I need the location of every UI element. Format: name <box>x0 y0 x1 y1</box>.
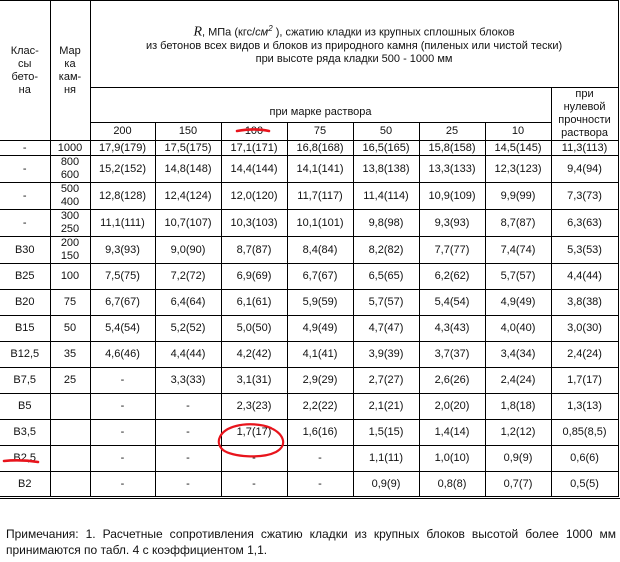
resistance-value-cell: - <box>287 472 353 497</box>
resistance-value-cell: 16,8(168) <box>287 141 353 156</box>
table-notes: Примечания: 1. Расчетные сопротивления сжатию кладки из крупных блоков высотой более 1000 мм принимаются по табл. 4 с коэффициентом 1,1. <box>0 498 620 562</box>
concrete-class-cell: B20 <box>0 290 50 316</box>
resistance-value-cell: - <box>155 472 221 497</box>
table-row <box>0 394 618 420</box>
resistance-value-cell: 8,2(82) <box>353 237 419 264</box>
resistance-value-cell: - <box>155 446 221 472</box>
zero-strength-value-cell: 2,4(24) <box>551 342 618 368</box>
header-line-1 <box>91 22 618 40</box>
resistance-value-cell: 7,4(74) <box>485 237 551 264</box>
mortar-grade-0: 200 <box>90 122 155 141</box>
resistance-value-cell: 9,3(93) <box>90 237 155 264</box>
resistance-value-cell: 1,1(11) <box>353 446 419 472</box>
resistance-value-cell: 9,0(90) <box>155 237 221 264</box>
table-row <box>0 342 618 368</box>
stone-grade-cell <box>50 183 90 210</box>
resistance-value-cell: 14,4(144) <box>221 156 287 183</box>
resistance-value-cell: 0,8(8) <box>419 472 485 497</box>
stone-grade-value: 200 <box>60 237 80 249</box>
resistance-symbol: R <box>193 24 202 40</box>
resistance-value-cell: 4,7(47) <box>353 316 419 342</box>
mortar-grade-3: 75 <box>287 122 353 141</box>
resistance-value-cell: 6,7(67) <box>90 290 155 316</box>
resistance-value-cell: 5,7(57) <box>485 264 551 290</box>
resistance-value-cell: 5,2(52) <box>155 316 221 342</box>
zero-strength-value-cell: 0,85(8,5) <box>551 420 618 446</box>
stone-grade-value: 150 <box>60 250 80 262</box>
table-row <box>0 446 618 472</box>
resistance-value-cell: 4,9(49) <box>287 316 353 342</box>
stone-grade-cell <box>50 342 90 368</box>
zero-strength-value-cell: 3,8(38) <box>551 290 618 316</box>
resistance-value-cell: 4,6(46) <box>90 342 155 368</box>
concrete-class-header-line: на <box>18 83 31 96</box>
resistance-value-cell: 11,7(117) <box>287 183 353 210</box>
table-main-header <box>90 1 618 88</box>
resistance-value-cell: 10,7(107) <box>155 210 221 237</box>
stone-grade-value: 1000 <box>57 141 83 154</box>
resistance-value-cell: 12,8(128) <box>90 183 155 210</box>
resistance-value-cell: 2,2(22) <box>287 394 353 420</box>
resistance-value-cell: 10,9(109) <box>419 183 485 210</box>
stone-grade-header <box>50 1 90 141</box>
stone-grade-value: 600 <box>60 169 80 181</box>
table-row <box>0 141 618 156</box>
stone-grade-cell <box>50 264 90 290</box>
resistance-value-cell: 6,7(67) <box>287 264 353 290</box>
resistance-value-cell: 1,2(12) <box>485 420 551 446</box>
resistance-value-cell: 0,9(9) <box>485 446 551 472</box>
resistance-value-cell: 12,0(120) <box>221 183 287 210</box>
resistance-value-cell: 9,8(98) <box>353 210 419 237</box>
resistance-value-cell: 17,9(179) <box>90 141 155 156</box>
concrete-class-header-line: сы <box>18 57 32 70</box>
resistance-value-cell: 11,1(111) <box>90 210 155 237</box>
resistance-value-cell: 11,4(114) <box>353 183 419 210</box>
zero-strength-value-cell: 1,3(13) <box>551 394 618 420</box>
resistance-value-cell: 6,9(69) <box>221 264 287 290</box>
resistance-value-cell: 4,1(41) <box>287 342 353 368</box>
stone-grade-cell <box>50 290 90 316</box>
mortar-grade-5: 25 <box>419 122 485 141</box>
concrete-class-cell: B2 <box>0 472 50 497</box>
resistance-value-cell: - <box>221 446 287 472</box>
resistance-value-cell: 1,0(10) <box>419 446 485 472</box>
concrete-class-cell: B5 <box>0 394 50 420</box>
resistance-value-cell: 10,3(103) <box>221 210 287 237</box>
resistance-value-cell: 15,2(152) <box>90 156 155 183</box>
concrete-class-cell: B3,5 <box>0 420 50 446</box>
zero-strength-value-cell: 1,7(17) <box>551 368 618 394</box>
stone-grade-value: 35 <box>63 348 77 360</box>
resistance-value-cell: 6,1(61) <box>221 290 287 316</box>
resistance-value-cell: 1,7(17) <box>221 420 287 446</box>
resistance-value-cell: - <box>287 446 353 472</box>
table-row <box>0 368 618 394</box>
resistance-value-cell: 2,1(21) <box>353 394 419 420</box>
table-row <box>0 420 618 446</box>
table-row <box>0 472 618 497</box>
resistance-value-cell: 9,9(99) <box>485 183 551 210</box>
resistance-value-cell: 5,9(59) <box>287 290 353 316</box>
resistance-value-cell: 2,6(26) <box>419 368 485 394</box>
stone-grade-value: 800 <box>60 156 80 168</box>
header-line-3: при высоте ряда кладки 500 - 1000 мм <box>255 52 453 65</box>
stone-grade-value: 250 <box>60 223 80 235</box>
stone-grade-cell <box>50 237 90 264</box>
resistance-value-cell: 17,5(175) <box>155 141 221 156</box>
concrete-class-cell: - <box>0 183 50 210</box>
concrete-class-cell: - <box>0 156 50 183</box>
resistance-value-cell: 4,0(40) <box>485 316 551 342</box>
resistance-value-cell: 8,7(87) <box>485 210 551 237</box>
mortar-grade-2: 100 <box>221 122 287 141</box>
concrete-class-cell: - <box>0 210 50 237</box>
resistance-value-cell: 3,1(31) <box>221 368 287 394</box>
stone-grade-cell <box>50 316 90 342</box>
resistance-value-cell: 14,8(148) <box>155 156 221 183</box>
resistance-value-cell: 1,5(15) <box>353 420 419 446</box>
resistance-value-cell: 9,3(93) <box>419 210 485 237</box>
resistance-value-cell: 17,1(171) <box>221 141 287 156</box>
resistance-value-cell: 2,0(20) <box>419 394 485 420</box>
mortar-grade-1: 150 <box>155 122 221 141</box>
resistance-value-cell: 3,7(37) <box>419 342 485 368</box>
zero-strength-header-line: нулевой <box>563 101 606 113</box>
resistance-value-cell: 5,7(57) <box>353 290 419 316</box>
header-line-1-text: , МПа (кгс/ <box>202 26 256 39</box>
stone-grade-cell <box>50 156 90 183</box>
zero-strength-value-cell: 4,4(44) <box>551 264 618 290</box>
stone-grade-value: 25 <box>63 374 77 386</box>
zero-strength-header-line: прочности <box>558 114 611 126</box>
stone-grade-value: 100 <box>60 270 80 282</box>
resistance-value-cell: - <box>155 420 221 446</box>
zero-strength-value-cell: 0,6(6) <box>551 446 618 472</box>
resistance-value-cell: 1,4(14) <box>419 420 485 446</box>
resistance-value-cell: 8,4(84) <box>287 237 353 264</box>
zero-strength-value-cell: 6,3(63) <box>551 210 618 237</box>
resistance-value-cell: 7,7(77) <box>419 237 485 264</box>
zero-strength-header <box>551 88 618 141</box>
resistance-value-cell: 4,2(42) <box>221 342 287 368</box>
stone-grade-header-line: Мар <box>59 44 81 57</box>
concrete-class-cell: - <box>0 141 50 156</box>
table-row <box>0 264 618 290</box>
concrete-class-cell: B30 <box>0 237 50 264</box>
resistance-value-cell: 3,9(39) <box>353 342 419 368</box>
stone-grade-header-line: ка <box>64 57 76 70</box>
stone-grade-header-line: ня <box>63 83 77 96</box>
resistance-value-cell: 6,2(62) <box>419 264 485 290</box>
resistance-value-cell: 6,4(64) <box>155 290 221 316</box>
resistance-value-cell: 0,9(9) <box>353 472 419 497</box>
resistance-value-cell: 13,3(133) <box>419 156 485 183</box>
resistance-value-cell: - <box>90 368 155 394</box>
stone-grade-value: 500 <box>60 183 80 195</box>
stone-grade-cell <box>50 420 90 446</box>
resistance-value-cell: - <box>90 446 155 472</box>
resistance-value-cell: 6,5(65) <box>353 264 419 290</box>
zero-strength-header-line: при <box>575 88 594 100</box>
resistance-value-cell: 4,4(44) <box>155 342 221 368</box>
stone-grade-value: 400 <box>60 196 80 208</box>
concrete-class-header-line: Клас- <box>10 44 39 57</box>
resistance-value-cell: 12,4(124) <box>155 183 221 210</box>
resistance-value-cell: - <box>155 394 221 420</box>
stone-grade-cell <box>50 368 90 394</box>
stone-grade-value: 75 <box>63 296 77 308</box>
resistance-value-cell: 8,7(87) <box>221 237 287 264</box>
stone-grade-cell <box>50 394 90 420</box>
resistance-value-cell: 3,3(33) <box>155 368 221 394</box>
stone-grade-cell <box>50 210 90 237</box>
resistance-value-cell: 5,4(54) <box>90 316 155 342</box>
concrete-class-cell: B2,5 <box>0 446 50 472</box>
table-row <box>0 290 618 316</box>
resistance-value-cell: - <box>221 472 287 497</box>
resistance-value-cell: 14,5(145) <box>485 141 551 156</box>
resistance-value-cell: - <box>90 472 155 497</box>
zero-strength-value-cell: 3,0(30) <box>551 316 618 342</box>
resistance-value-cell: 10,1(101) <box>287 210 353 237</box>
zero-strength-value-cell: 11,3(113) <box>551 141 618 156</box>
concrete-class-cell: B15 <box>0 316 50 342</box>
resistance-value-cell: 3,4(34) <box>485 342 551 368</box>
stone-grade-cell <box>50 141 90 156</box>
zero-strength-value-cell: 7,3(73) <box>551 183 618 210</box>
resistance-value-cell: 2,4(24) <box>485 368 551 394</box>
resistance-value-cell: 2,3(23) <box>221 394 287 420</box>
zero-strength-value-cell: 5,3(53) <box>551 237 618 264</box>
concrete-class-cell: B25 <box>0 264 50 290</box>
resistance-value-cell: 2,7(27) <box>353 368 419 394</box>
unit-label: см <box>255 26 269 39</box>
mortar-grade-6: 10 <box>485 122 551 141</box>
stone-grade-cell <box>50 446 90 472</box>
resistance-value-cell: 4,9(49) <box>485 290 551 316</box>
mortar-grade-4: 50 <box>353 122 419 141</box>
header-line-2: из бетонов всех видов и блоков из природного камня (пиленых или чистой тески) <box>145 39 563 52</box>
zero-strength-header-line: раствора <box>561 127 608 139</box>
concrete-class-cell: B12,5 <box>0 342 50 368</box>
unit-exponent: 2 <box>268 24 273 34</box>
concrete-class-header-line: бето- <box>11 70 39 83</box>
resistance-value-cell: 4,3(43) <box>419 316 485 342</box>
resistance-value-cell: 1,6(16) <box>287 420 353 446</box>
resistance-value-cell: 14,1(141) <box>287 156 353 183</box>
resistance-value-cell: 7,2(72) <box>155 264 221 290</box>
resistance-value-cell: 16,5(165) <box>353 141 419 156</box>
resistance-value-cell: 2,9(29) <box>287 368 353 394</box>
table-row <box>0 156 618 183</box>
table-row <box>0 316 618 342</box>
resistance-value-cell: 12,3(123) <box>485 156 551 183</box>
stone-grade-value: 300 <box>60 210 80 222</box>
table-row <box>0 183 618 210</box>
stone-grade-cell <box>50 472 90 497</box>
table-row <box>0 210 618 237</box>
mortar-grade-header: при марке раствора <box>90 88 551 123</box>
resistance-value-cell: 7,5(75) <box>90 264 155 290</box>
stone-grade-value: 50 <box>63 322 77 334</box>
stone-grade-header-line: кам- <box>58 70 82 83</box>
resistance-value-cell: 0,7(7) <box>485 472 551 497</box>
resistance-value-cell: 5,0(50) <box>221 316 287 342</box>
zero-strength-value-cell: 9,4(94) <box>551 156 618 183</box>
resistance-value-cell: 5,4(54) <box>419 290 485 316</box>
resistance-value-cell: - <box>90 394 155 420</box>
zero-strength-value-cell: 0,5(5) <box>551 472 618 497</box>
table-row <box>0 237 618 264</box>
concrete-class-cell: B7,5 <box>0 368 50 394</box>
concrete-class-header <box>0 1 50 141</box>
resistance-value-cell: - <box>90 420 155 446</box>
resistance-value-cell: 15,8(158) <box>419 141 485 156</box>
header-line-1-end: ), сжатию кладки из крупных сплошных блоков <box>272 26 515 39</box>
resistance-value-cell: 13,8(138) <box>353 156 419 183</box>
resistance-value-cell: 1,8(18) <box>485 394 551 420</box>
